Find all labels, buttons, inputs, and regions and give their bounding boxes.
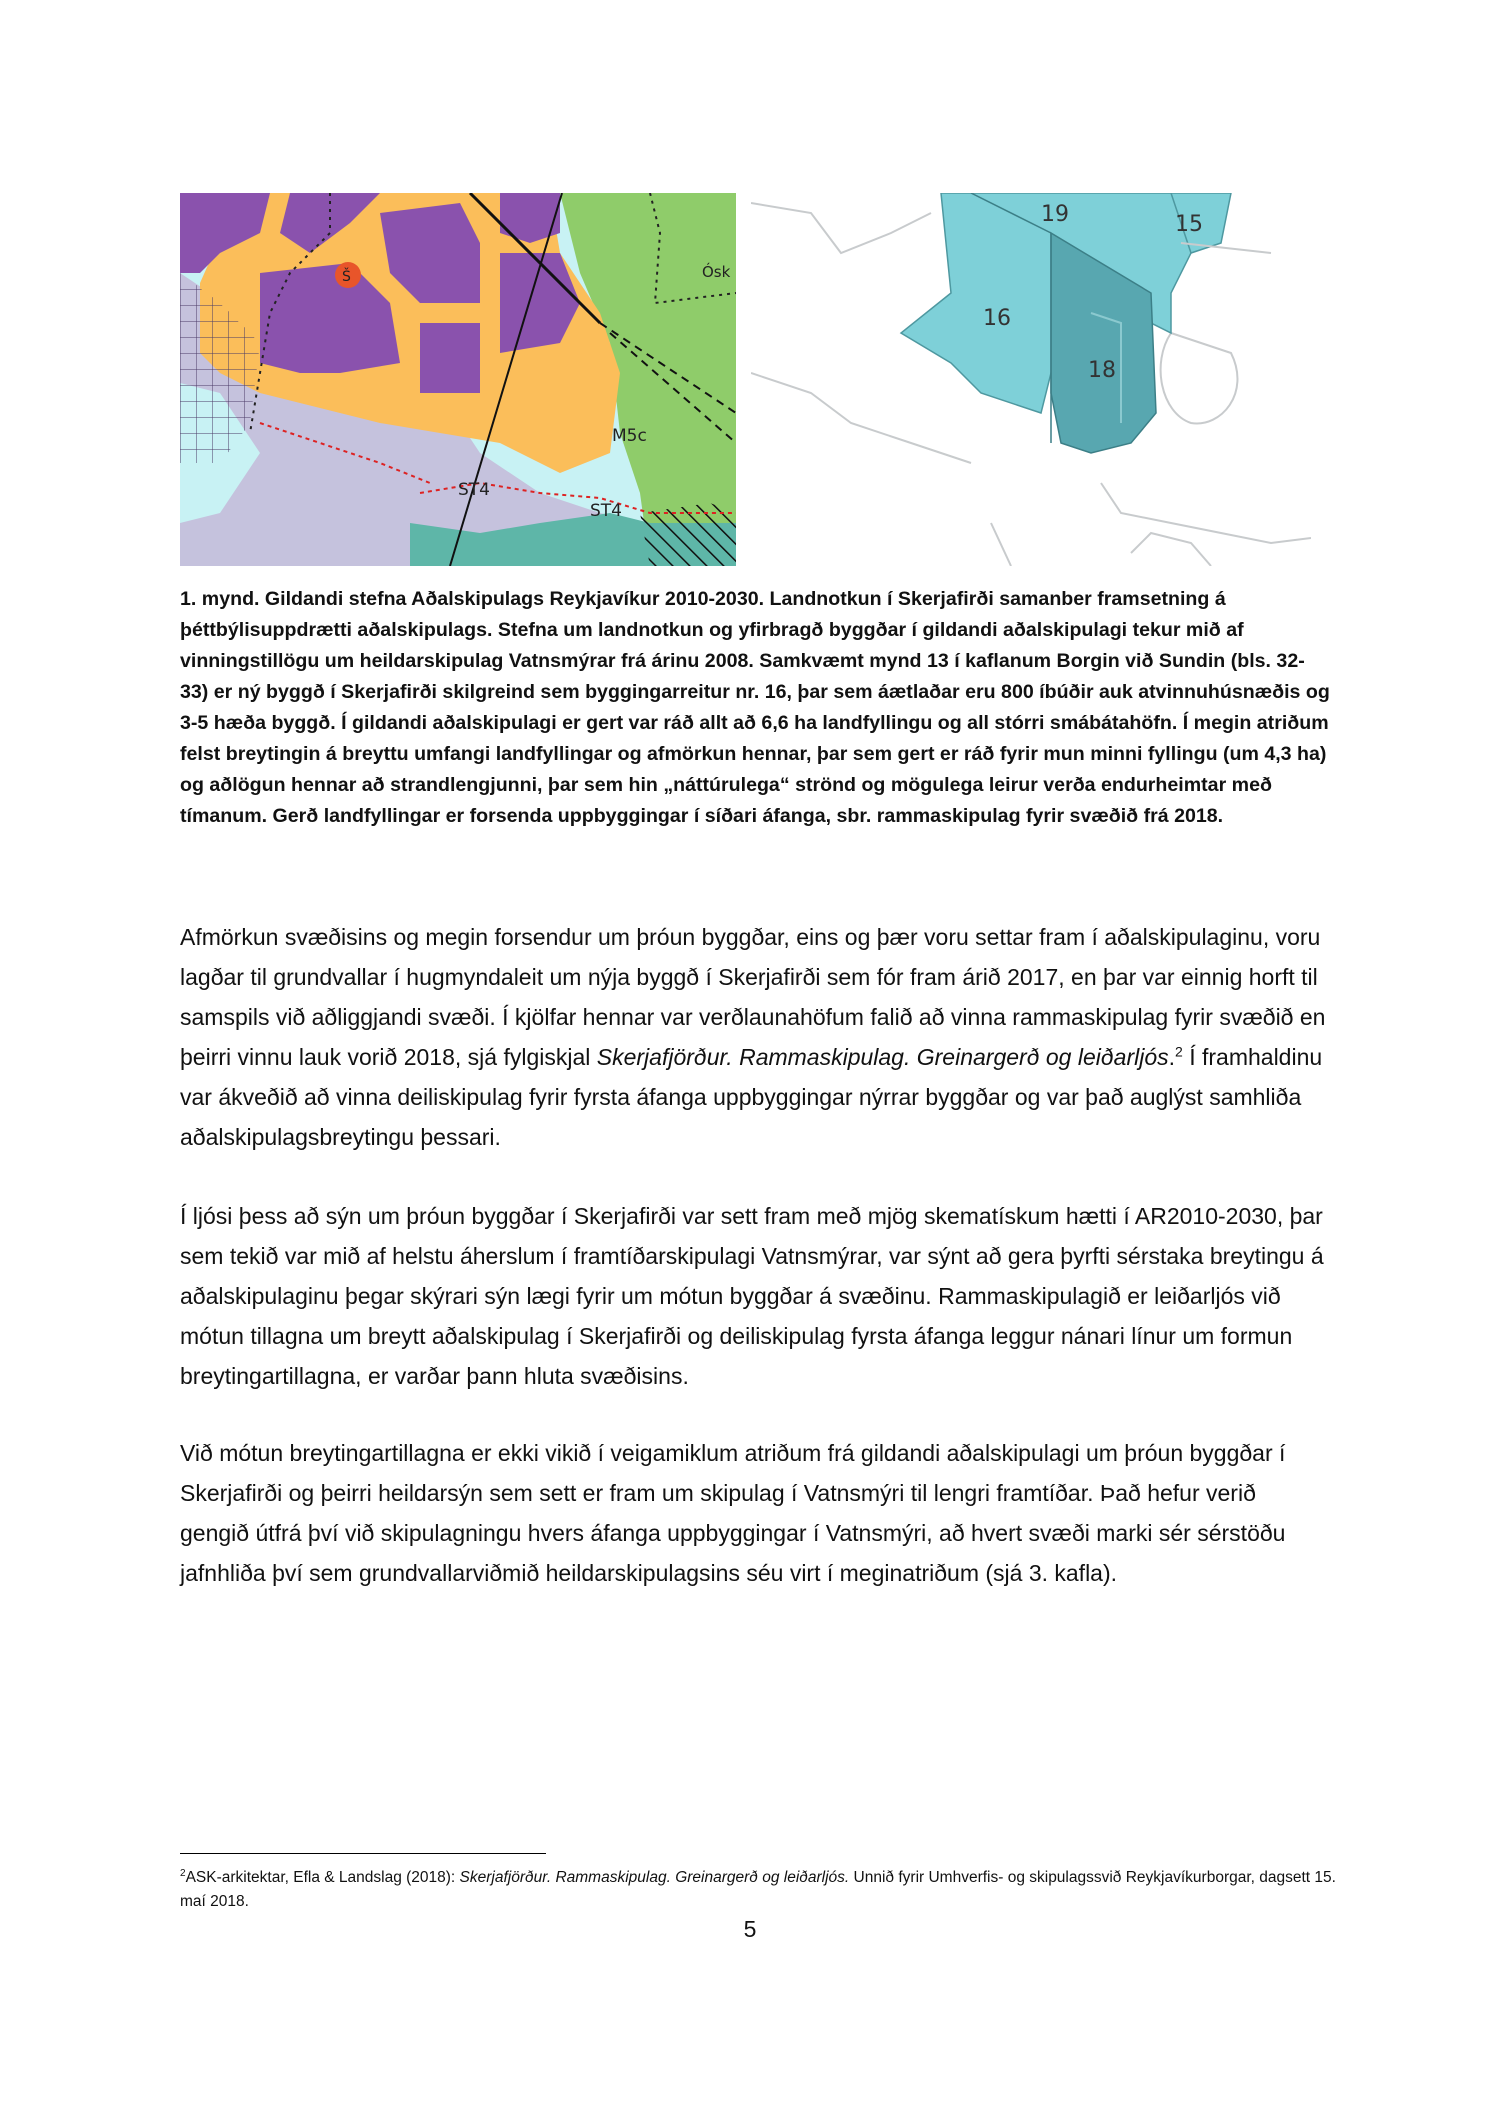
footnote-divider <box>180 1853 546 1854</box>
land-use-map-svg <box>180 193 736 566</box>
footnote-text: Unnið fyrir Umhverfis- og skipulagssvið Reykjavíkurborgar, dagsett 15. maí 2018. <box>180 1869 1336 1910</box>
footnote-number: 2 <box>180 1867 186 1879</box>
map-label: ST4 <box>458 480 490 500</box>
paragraph: Við mótun breytingartillagna er ekki vikið í veigamiklum atriðum frá gildandi aðalskipulagi um þróun byggðar í Skerjafirði og þeirri heildarsýn sem sett er fram um skipulag í Vatnsmýri til lengri framtíðar. Það hefur verið gengið útfrá því við skipulagningu hvers áfanga uppbyggingar í Vatnsmýri, að hvert svæði marki sér sérstöðu jafnhliða því sem grundvallarviðmið heildarskipulagsins séu virt í meginatriðum (sjá 3. kafla). <box>180 1440 1286 1586</box>
document-title-italic: Skerjafjörður. Rammaskipulag. Greinargerð og leiðarljós <box>596 1044 1169 1070</box>
map-label: Ósk <box>702 263 731 281</box>
footnote-text: ASK-arkitektar, Efla & Landslag (2018): <box>185 1869 460 1886</box>
zone-reference-map-svg <box>751 193 1311 566</box>
zone-reference-map <box>751 193 1311 566</box>
zone-label: 18 <box>1088 358 1116 383</box>
page-number: 5 <box>743 1916 757 1942</box>
map-label: M5c <box>612 426 647 446</box>
footnote-reference[interactable]: 2 <box>1175 1043 1183 1060</box>
purple-block <box>500 193 560 243</box>
zone-label: 19 <box>1041 202 1069 227</box>
map-label: Š <box>342 269 351 285</box>
land-use-map-current-plan <box>180 193 736 566</box>
figure-caption: 1. mynd. Gildandi stefna Aðalskipulags Reykjavíkur 2010-2030. Landnotkun í Skerjafirði samanber framsetning á þéttbýlisuppdrætti aðalskipulags. Stefna um landnotkun og yfirbragð byggðar í gildandi aðalskipulagi tekur mið af vinningstillögu um heildarskipulag Vatnsmýrar frá árinu 2008. Samkvæmt mynd 13 í kaflanum Borgin við Sundin (bls. 32-33) er ný byggð í Skerjafirði skilgreind sem byggingarreitur nr. 16, þar sem áætlaðar eru 800 íbúðir auk atvinnuhúsnæðis og 3-5 hæða byggð. Í gildandi aðalskipulagi er gert var ráð allt að 6,6 ha landfyllingu og all stórri smábátahöfn. Í megin atriðum felst breytingin á breyttu umfangi landfyllingar og afmörkun hennar, þar sem gert er ráð fyrir mun minni fyllingu (um 4,3 ha) og aðlögun hennar að strandlengjunni, þar sem hin „náttúrulega“ strönd og mögulega leirur verða endurheimtar með tímanum. Gerð landfyllingar er forsenda uppbyggingar í síðari áfanga, sbr. rammaskipulag fyrir svæðið frá 2018. <box>180 588 1330 827</box>
paragraph <box>180 917 1330 1157</box>
footnote <box>180 1866 1340 1914</box>
paragraph-text: Afmörkun svæðisins og megin forsendur um þróun byggðar, eins og þær voru settar fram í aðalskipulaginu, voru lagðar til grundvallar í hugmyndaleit um nýja byggð í Skerjafirði sem fór fram árið 2017, en þar var einnig horft til samspils við aðliggjandi svæði. Í kjölfar hennar var verðlaunahöfum falið að vinna rammaskipulag fyrir svæðið en þeirri vinnu lauk vorið 2018, sjá fylgiskjal <box>180 924 1326 1070</box>
purple-block <box>420 323 480 393</box>
zone-label: 15 <box>1175 212 1203 237</box>
paragraph: Í ljósi þess að sýn um þróun byggðar í Skerjafirði var sett fram með mjög skematískum hætti í AR2010-2030, þar sem tekið var mið af helstu áherslum í framtíðarskipulagi Vatnsmýrar, var sýnt að gera þyrfti sérstaka breytingu á aðalskipulaginu þegar skýrari sýn lægi fyrir um mótun byggðar á svæðinu. Rammaskipulagið er leiðarljós við mótun tillagna um breytt aðalskipulag í Skerjafirði og deiliskipulag fyrsta áfanga leggur nánari línur um formun breytingartillagna, er varðar þann hluta svæðisins. <box>180 1203 1324 1389</box>
map-label: ST4 <box>590 501 622 521</box>
paragraph-text: . <box>1168 1044 1176 1070</box>
paragraph-text: Í framhaldinu var ákveðið að vinna deiliskipulag fyrir fyrsta áfanga uppbyggingar nýrrar byggðar og var það auglýst samhliða aðalskipulagsbreytingu þessari. <box>180 1044 1323 1150</box>
footnote-title-italic: Skerjafjörður. Rammaskipulag. Greinargerð og leiðarljós. <box>459 1869 850 1886</box>
zone-label: 16 <box>983 306 1011 331</box>
